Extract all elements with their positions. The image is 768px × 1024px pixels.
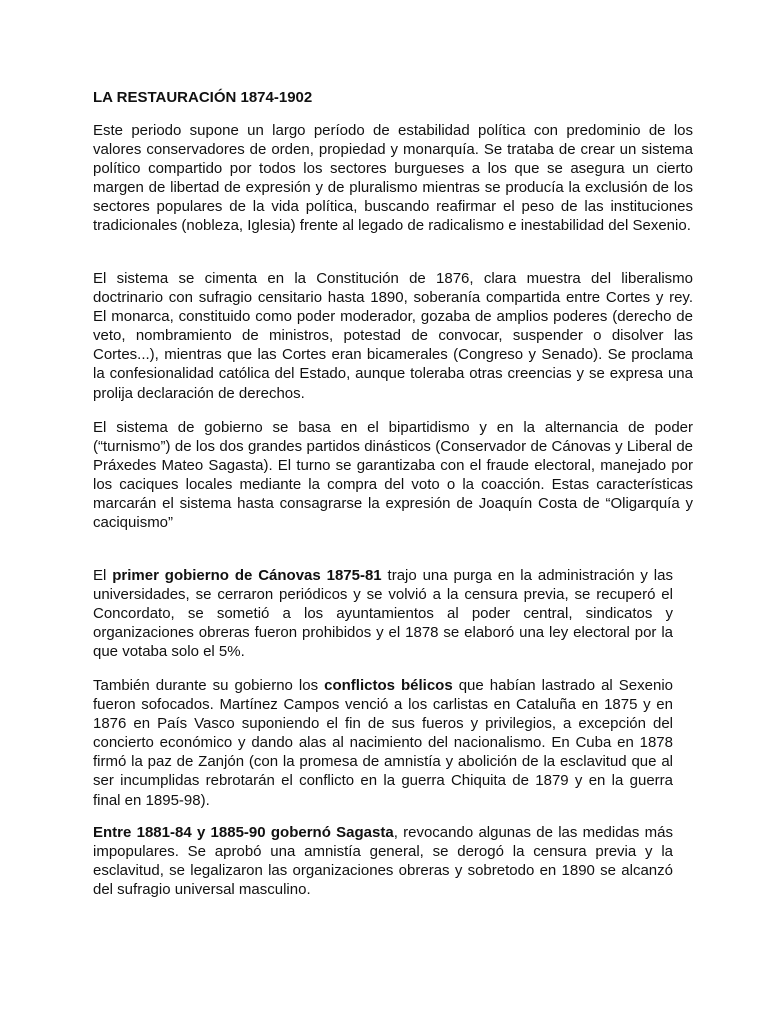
paragraph-text: El: [93, 567, 113, 584]
paragraph-sagasta-government: [93, 823, 673, 899]
paragraph-text: que habían lastrado al Sexenio fueron sofocados. Martínez Campos venció a los carlistas en Cataluña en 1875 y en 1876 en País Vasco suponiendo el fin de sus fueros y privilegios, a excepción del concierto económico y dando alas al nacimiento del nacionalismo. En Cuba en 1878 firmó la paz de Zanjón (con la promesa de amnistía y abolición de la esclavitud que al ser incumplidas rebrotarán el conflicto en la guerra Chiquita de 1879 y en la guerra final en 1895-98).: [93, 677, 673, 809]
paragraph-text: También durante su gobierno los: [93, 677, 325, 694]
paragraph-turnismo: El sistema de gobierno se basa en el bipartidismo y en la alternancia de poder (“turnismo”) de los dos grandes partidos dinásticos (Conservador de Cánovas y Liberal de Práxedes Mateo Sagasta). El turno se garantizaba con el fraude electoral, manejado por los caciques locales mediante la compra del voto o la coacción. Estas características marcarán el sistema hasta consagrarse la expresión de Joaquín Costa de “Oligarquía y caciquismo”: [93, 419, 693, 532]
bold-phrase: Entre 1881-84 y 1885-90 gobernó Sagasta: [93, 824, 394, 841]
paragraph-text: trajo una purga en la administración y las universidades, se cerraron periódicos y se volvió a la censura previa, se recuperó el Concordato, se sometió a los ayuntamientos al poder central, sindicatos y organizaciones obreras fueron prohibidos y el 1878 se elaboró una ley electoral por la que votaba solo el 5%.: [93, 567, 673, 661]
bold-phrase: conflictos bélicos: [324, 677, 453, 694]
paragraph-military-conflicts: [93, 676, 673, 810]
paragraph-intro: Este periodo supone un largo período de estabilidad política con predominio de los valores conservadores de orden, propiedad y monarquía. Se trataba de crear un sistema político compartido por todos los sectores burgueses a los que se asegura un cierto margen de libertad de expresión y de pluralismo mientras se producía la exclusión de los sectores populares de la vida política, buscando reafirmar el peso de las instituciones tradicionales (nobleza, Iglesia) frente al legado de radicalismo e inestabilidad del Sexenio.: [93, 122, 693, 235]
paragraph-constitution: El sistema se cimenta en la Constitución de 1876, clara muestra del liberalismo doctrinario con sufragio censitario hasta 1890, soberanía compartida entre Cortes y rey. El monarca, constituido como poder moderador, gozaba de amplios poderes (derecho de veto, nombramiento de ministros, potestad de convocar, suspender o disolver las Cortes...), mientras que las Cortes eran bicamerales (Congreso y Senado). Se proclama la confesionalidad católica del Estado, aunque toleraba otras creencias y se expresa una prolija declaración de derechos.: [93, 270, 693, 402]
bold-phrase: primer gobierno de Cánovas 1875-81: [112, 567, 382, 584]
paragraph-canovas-government: [93, 566, 673, 661]
page-title: LA RESTAURACIÓN 1874-1902: [93, 89, 313, 106]
paragraph-text: , revocando algunas de las medidas más impopulares. Se aprobó una amnistía general, se derogó la censura previa y la esclavitud, se legalizaron las organizaciones obreras y sobretodo en 1890 se alcanzó del sufragio universal masculino.: [93, 824, 673, 899]
